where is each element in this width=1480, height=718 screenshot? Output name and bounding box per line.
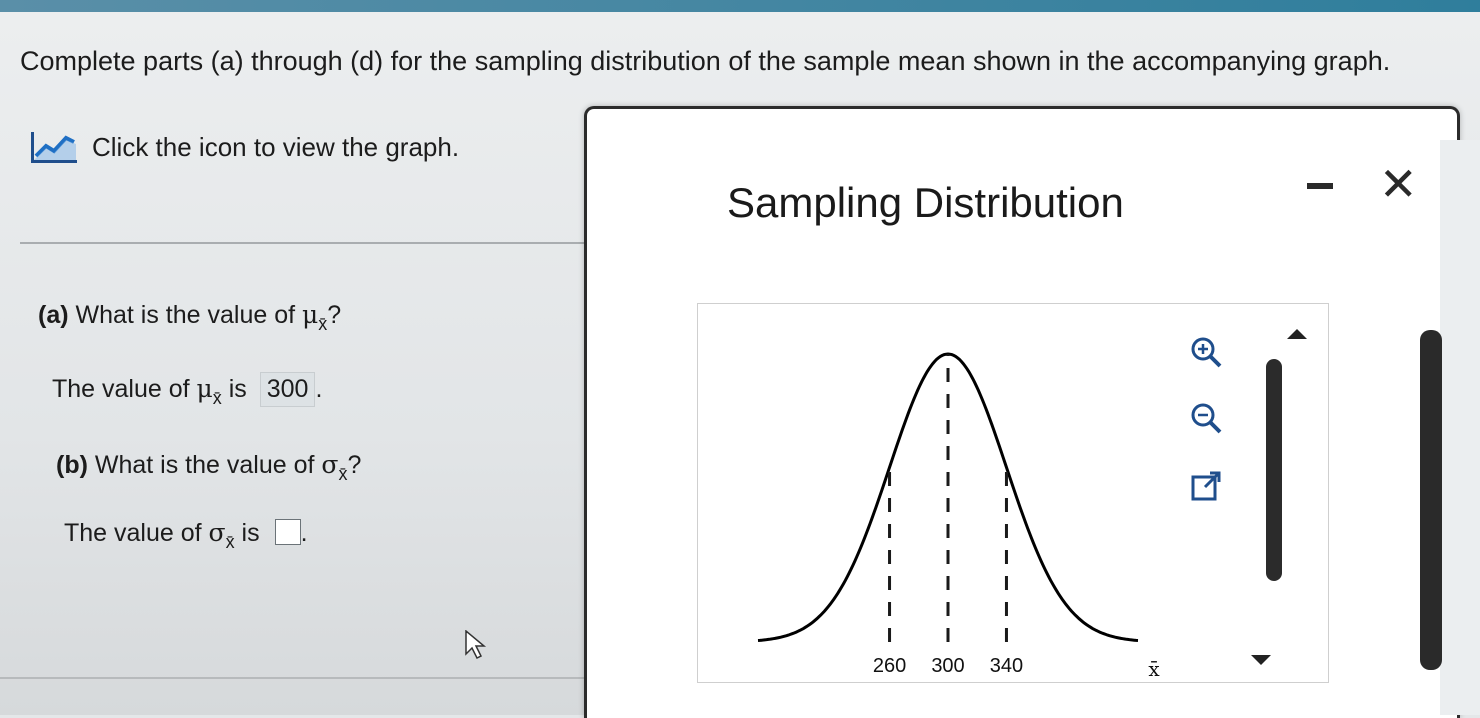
background-window-edge xyxy=(1440,140,1480,715)
part-b-answer: The value of $\sigma_{x̄}$ is . xyxy=(64,518,308,552)
part-a-answer: The value of $\mu_{x̄}$ is 300 . xyxy=(52,374,323,408)
part-a-question: (a) What is the value of $\mu_{x̄}$? xyxy=(38,300,342,334)
zoom-in-icon[interactable] xyxy=(1188,334,1224,370)
part-b-label: (b) xyxy=(56,451,88,479)
scroll-up-arrow[interactable] xyxy=(1287,329,1307,339)
view-graph-link[interactable] xyxy=(30,130,459,164)
popout-icon[interactable] xyxy=(1188,468,1224,504)
background-scrollbar[interactable] xyxy=(1420,330,1442,670)
zoom-out-icon[interactable] xyxy=(1188,400,1224,436)
section-divider xyxy=(20,242,590,244)
close-icon[interactable]: ✕ xyxy=(1379,157,1418,211)
part-a-label: (a) xyxy=(38,301,69,329)
window-title: Sampling Distribution xyxy=(727,179,1124,226)
scrollbar-thumb[interactable] xyxy=(1266,359,1282,581)
part-b-question: (b) What is the value of $\sigma_{x̄}$? xyxy=(56,450,362,484)
minimize-icon[interactable] xyxy=(1307,183,1333,189)
x-tick-label-260: 260 xyxy=(872,655,907,677)
x-tick-label-340: 340 xyxy=(989,655,1024,677)
mouse-pointer-icon xyxy=(465,630,487,660)
x-tick-label-300: 300 xyxy=(931,655,965,677)
sampling-distribution-window xyxy=(584,106,1460,718)
line-chart-icon[interactable] xyxy=(30,130,78,164)
view-graph-label: Click the icon to view the graph. xyxy=(92,131,460,162)
chart-frame xyxy=(697,303,1329,683)
part-a-answer-field[interactable]: 300 xyxy=(260,372,316,407)
scroll-down-arrow[interactable] xyxy=(1251,655,1271,665)
sampling-distribution-chart xyxy=(698,304,1328,682)
part-b-answer-input[interactable] xyxy=(275,519,301,545)
problem-prompt: Complete parts (a) through (d) for the sampling distribution of the sample mean shown in the accompanying graph. xyxy=(20,46,1391,76)
x-axis-label: x̄ xyxy=(1148,657,1160,681)
bottom-divider xyxy=(0,677,590,679)
top-bar xyxy=(0,0,1480,12)
